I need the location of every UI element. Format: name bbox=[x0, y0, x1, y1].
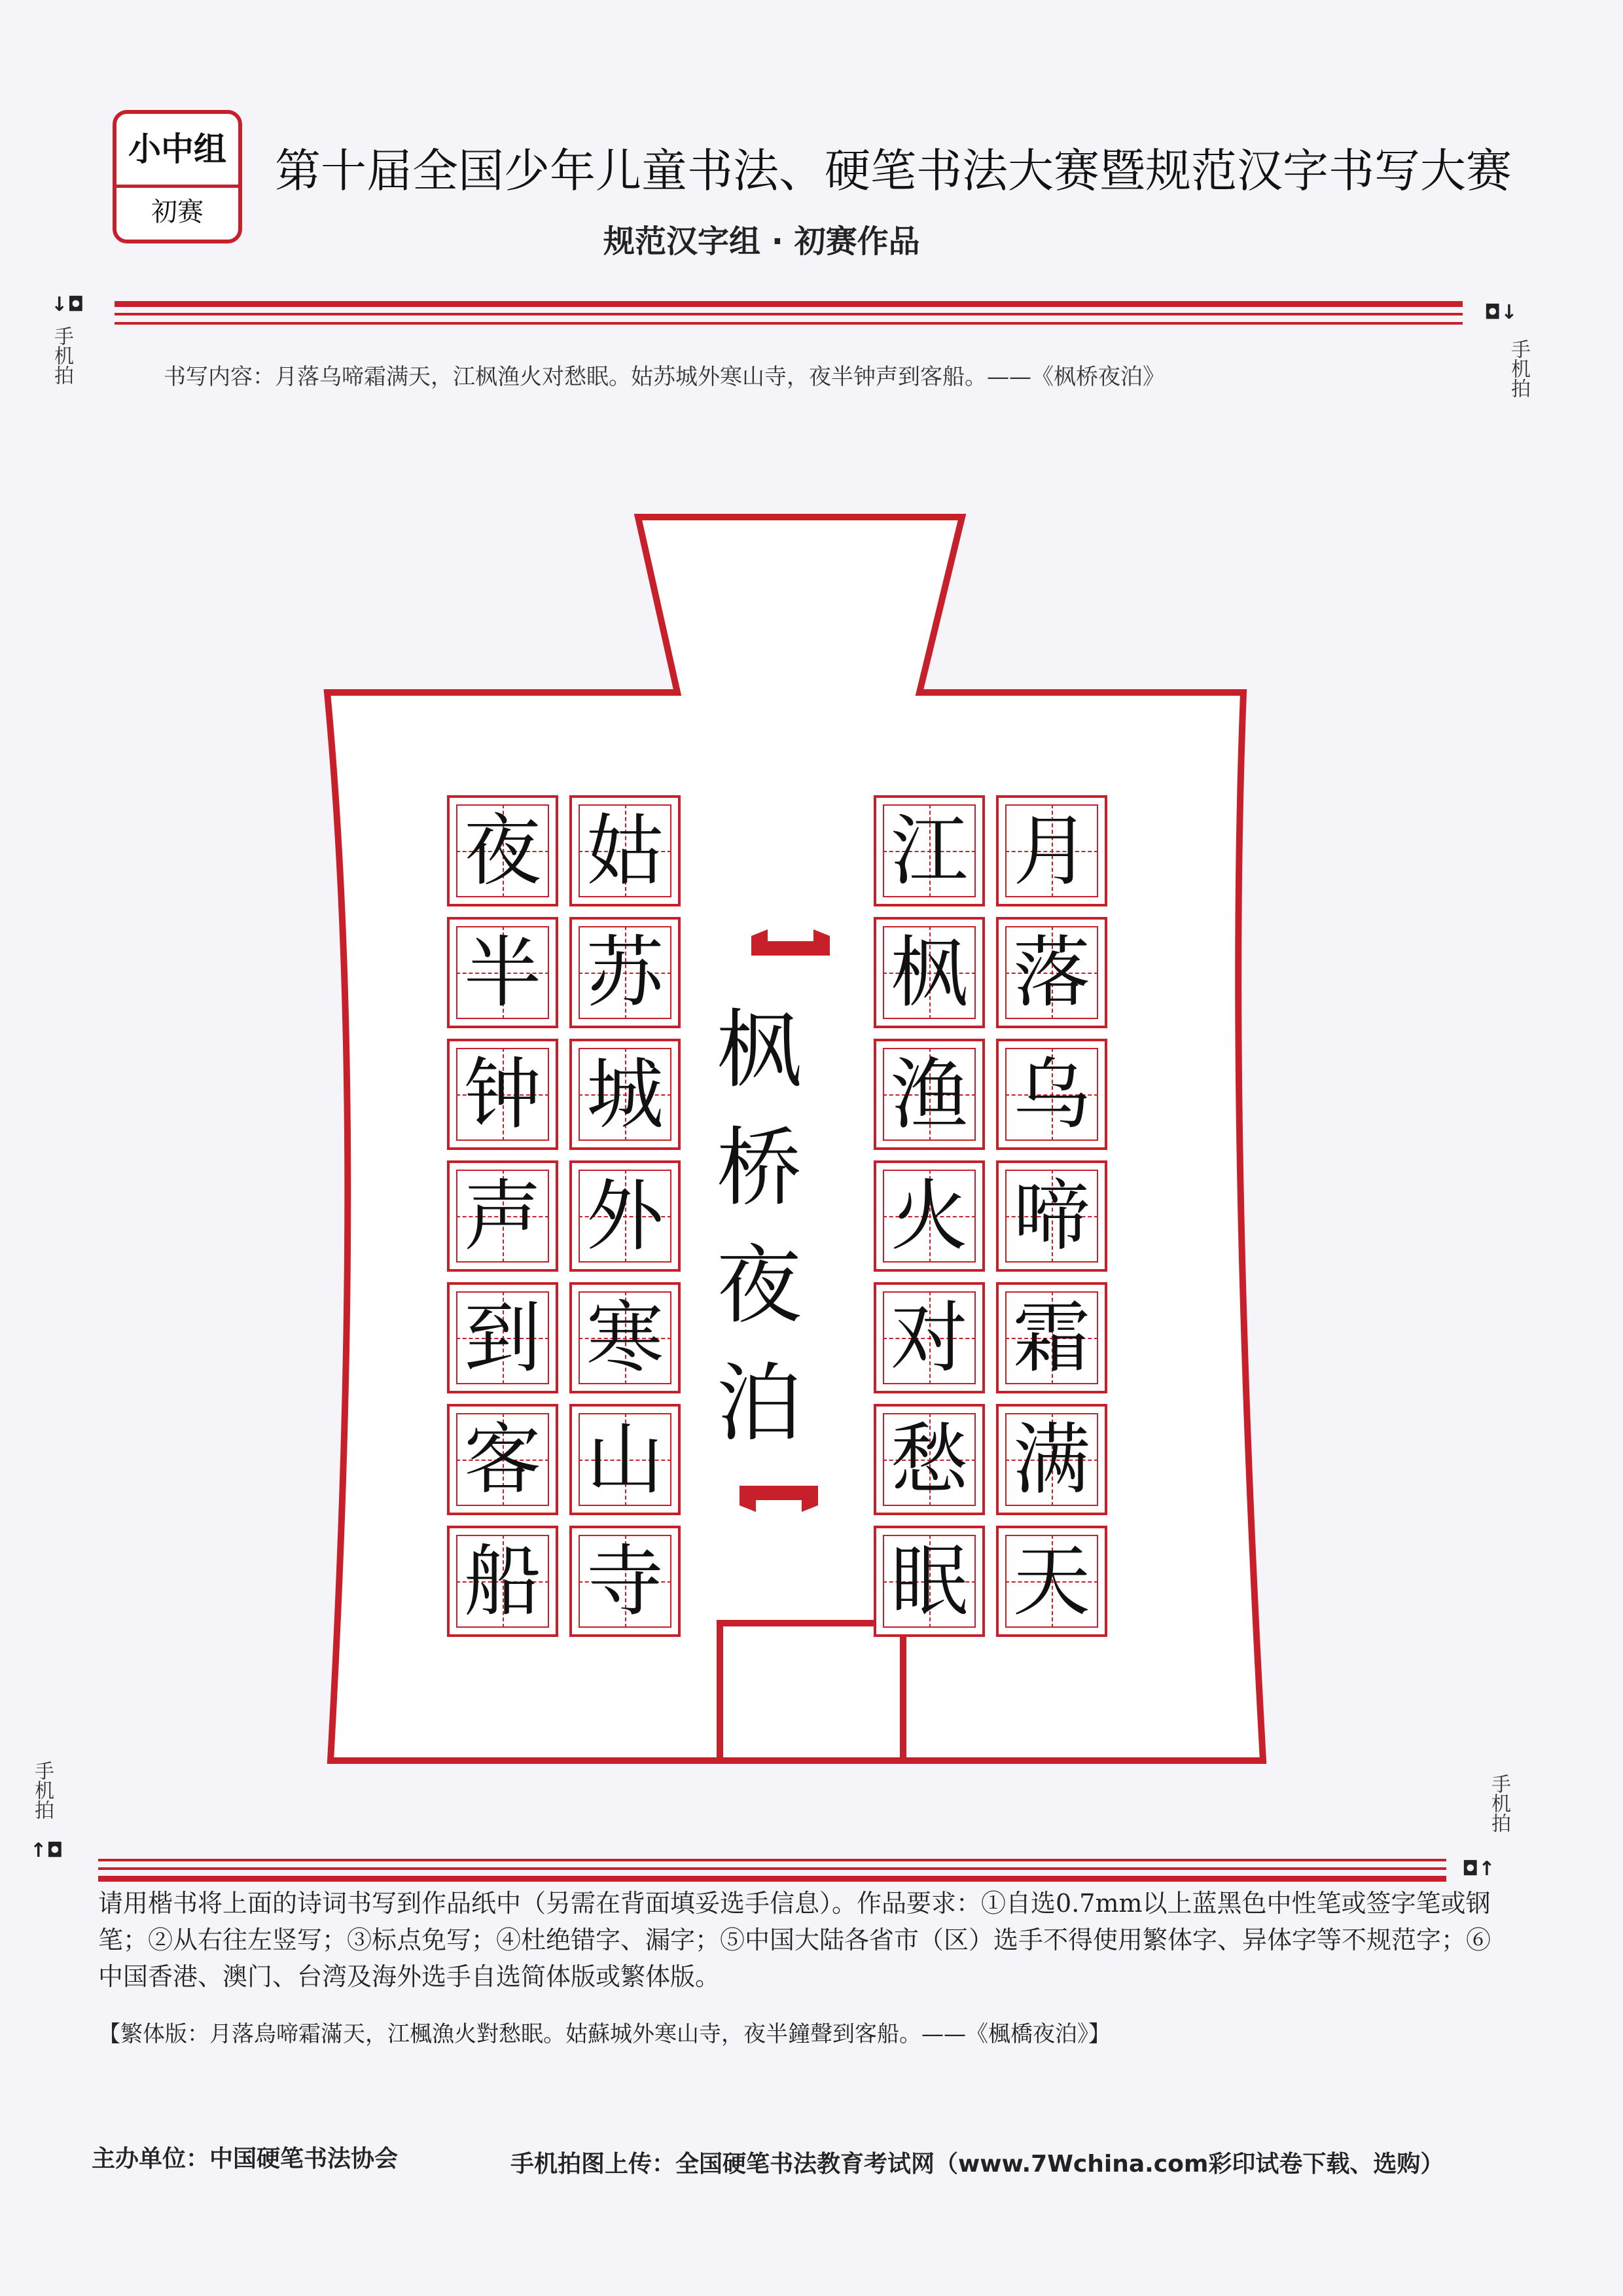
poem-title-char: 桥 bbox=[716, 1118, 802, 1217]
organizer-text: 主办单位：中国硬笔书法协会 bbox=[92, 2145, 399, 2172]
grid-cell bbox=[996, 1282, 1107, 1393]
grid-cell bbox=[569, 1160, 681, 1272]
poem-title-char: 枫 bbox=[716, 1000, 802, 1100]
grid-cell bbox=[447, 917, 558, 1028]
poem-title-char: 夜 bbox=[716, 1236, 802, 1335]
grid-cell bbox=[569, 1404, 681, 1515]
poem-title-char: 泊 bbox=[716, 1354, 802, 1453]
bottom-rule-thin-2 bbox=[98, 1867, 1446, 1870]
poem-char: 落 bbox=[1012, 927, 1090, 1018]
camera-icon: ◘ bbox=[1484, 301, 1501, 324]
grid-cell bbox=[447, 1404, 558, 1515]
camera-mark-bottom-left bbox=[30, 1839, 63, 1862]
poem-char: 火 bbox=[890, 1171, 968, 1261]
poem-char: 到 bbox=[463, 1293, 541, 1383]
grid-cell bbox=[569, 1282, 681, 1393]
grid-cell bbox=[447, 1526, 558, 1637]
badge-group-label: 小中组 bbox=[116, 114, 238, 188]
poem-char: 夜 bbox=[463, 806, 541, 896]
grid-cell bbox=[569, 795, 681, 906]
poem-char: 声 bbox=[463, 1171, 541, 1261]
bottom-rule-thick bbox=[98, 1876, 1446, 1882]
grid-cell bbox=[874, 795, 985, 906]
poem-char: 寒 bbox=[586, 1293, 664, 1383]
poem-char: 山 bbox=[586, 1414, 664, 1505]
grid-cell bbox=[447, 1160, 558, 1272]
instructions bbox=[98, 1885, 1505, 1995]
grid-cell bbox=[447, 1282, 558, 1393]
grid-cell bbox=[874, 1404, 985, 1515]
poem-char: 枫 bbox=[890, 927, 968, 1018]
upload-site-text: 手机拍图上传：全国硬笔书法教育考试网（www.7Wchina.com彩印试卷下载、选购） bbox=[510, 2151, 1444, 2178]
grid-cell bbox=[996, 1160, 1107, 1272]
poem-char: 客 bbox=[463, 1414, 541, 1505]
poem-char: 愁 bbox=[890, 1414, 968, 1505]
page-subtitle: 规范汉字组 · 初赛作品 bbox=[603, 223, 920, 260]
writing-content-line: 书写内容：月落乌啼霜满天，江枫渔火对愁眠。姑苏城外寒山寺，夜半钟声到客船。——《枫桥夜泊》 bbox=[164, 364, 1165, 390]
poem-char: 船 bbox=[463, 1536, 541, 1626]
page-title: 第十届全国少年儿童书法、硬笔书法大赛暨规范汉字书写大赛 bbox=[275, 144, 1512, 198]
poem-char: 半 bbox=[463, 927, 541, 1018]
title-ornament-bottom bbox=[740, 1486, 818, 1512]
title-ornament-top bbox=[751, 929, 830, 956]
poem-char: 月 bbox=[1012, 806, 1090, 896]
poem-char: 城 bbox=[586, 1049, 664, 1139]
phone-shoot-label-bottom-left: 手机拍 bbox=[31, 1761, 54, 1820]
poem-char: 寺 bbox=[586, 1536, 664, 1626]
grid-cell bbox=[874, 917, 985, 1028]
bottom-rule-thin bbox=[98, 1859, 1446, 1861]
instructions-body: 作品要求：①自选0.7mm以上蓝黑色中性笔或签字笔或钢笔；②从右往左竖写；③标点免写；④杜绝错字、漏字；⑤中国大陆各省市（区）选手不得使用繁体字、异体字等不规范字；⑥中国香港、澳门、台湾及海外选手自选简体版或繁体版。 bbox=[98, 1889, 1491, 1991]
grid-cell bbox=[874, 1526, 985, 1637]
traditional-version-note: 【繁体版：月落烏啼霜滿天，江楓漁火對愁眠。姑蘇城外寒山寺，夜半鐘聲到客船。——《楓橋夜泊》】 bbox=[98, 2021, 1111, 2047]
grid-cell bbox=[874, 1282, 985, 1393]
poem-char: 江 bbox=[890, 806, 968, 896]
grid-cell bbox=[996, 917, 1107, 1028]
grid-cell bbox=[569, 1526, 681, 1637]
instructions-lead: 请用楷书将上面的诗词书写到作品纸中（另需在背面填妥选手信息）。 bbox=[98, 1889, 857, 1918]
grid-cell bbox=[996, 1039, 1107, 1150]
grid-cell bbox=[996, 1526, 1107, 1637]
grid-cell bbox=[874, 1039, 985, 1150]
phone-shoot-label-bottom-right: 手机拍 bbox=[1488, 1774, 1510, 1833]
grid-cell bbox=[569, 1039, 681, 1150]
grid-cell bbox=[874, 1160, 985, 1272]
poem-char: 啼 bbox=[1012, 1171, 1090, 1261]
arrow-down-icon: ↓ bbox=[51, 293, 68, 316]
poem-char: 乌 bbox=[1012, 1049, 1090, 1139]
camera-mark-bottom-right bbox=[1462, 1857, 1495, 1880]
poem-char: 苏 bbox=[586, 927, 664, 1018]
grid-cell bbox=[996, 1404, 1107, 1515]
camera-icon: ◘ bbox=[1462, 1857, 1479, 1880]
grid-cell bbox=[996, 795, 1107, 906]
poem-char: 霜 bbox=[1012, 1293, 1090, 1383]
arrow-down-icon: ↓ bbox=[1501, 301, 1518, 324]
poem-char: 对 bbox=[890, 1293, 968, 1383]
poem-char: 渔 bbox=[890, 1049, 968, 1139]
phone-shoot-label-top-left: 手机拍 bbox=[50, 326, 73, 385]
poem-char: 外 bbox=[586, 1171, 664, 1261]
grid-cell bbox=[447, 1039, 558, 1150]
grid-cell bbox=[569, 917, 681, 1028]
poem-char: 天 bbox=[1012, 1536, 1090, 1626]
arrow-up-icon: ↑ bbox=[30, 1839, 47, 1862]
poem-char: 姑 bbox=[586, 806, 664, 896]
poem-char: 眠 bbox=[890, 1536, 968, 1626]
poem-char: 钟 bbox=[463, 1049, 541, 1139]
arrow-up-icon: ↑ bbox=[1478, 1857, 1495, 1880]
camera-icon: ◘ bbox=[46, 1839, 63, 1862]
poem-char: 满 bbox=[1012, 1414, 1090, 1505]
grid-cell bbox=[447, 795, 558, 906]
camera-icon: ◘ bbox=[67, 293, 84, 316]
badge-round-label: 初赛 bbox=[151, 197, 204, 227]
phone-shoot-label-top-right: 手机拍 bbox=[1507, 339, 1530, 398]
